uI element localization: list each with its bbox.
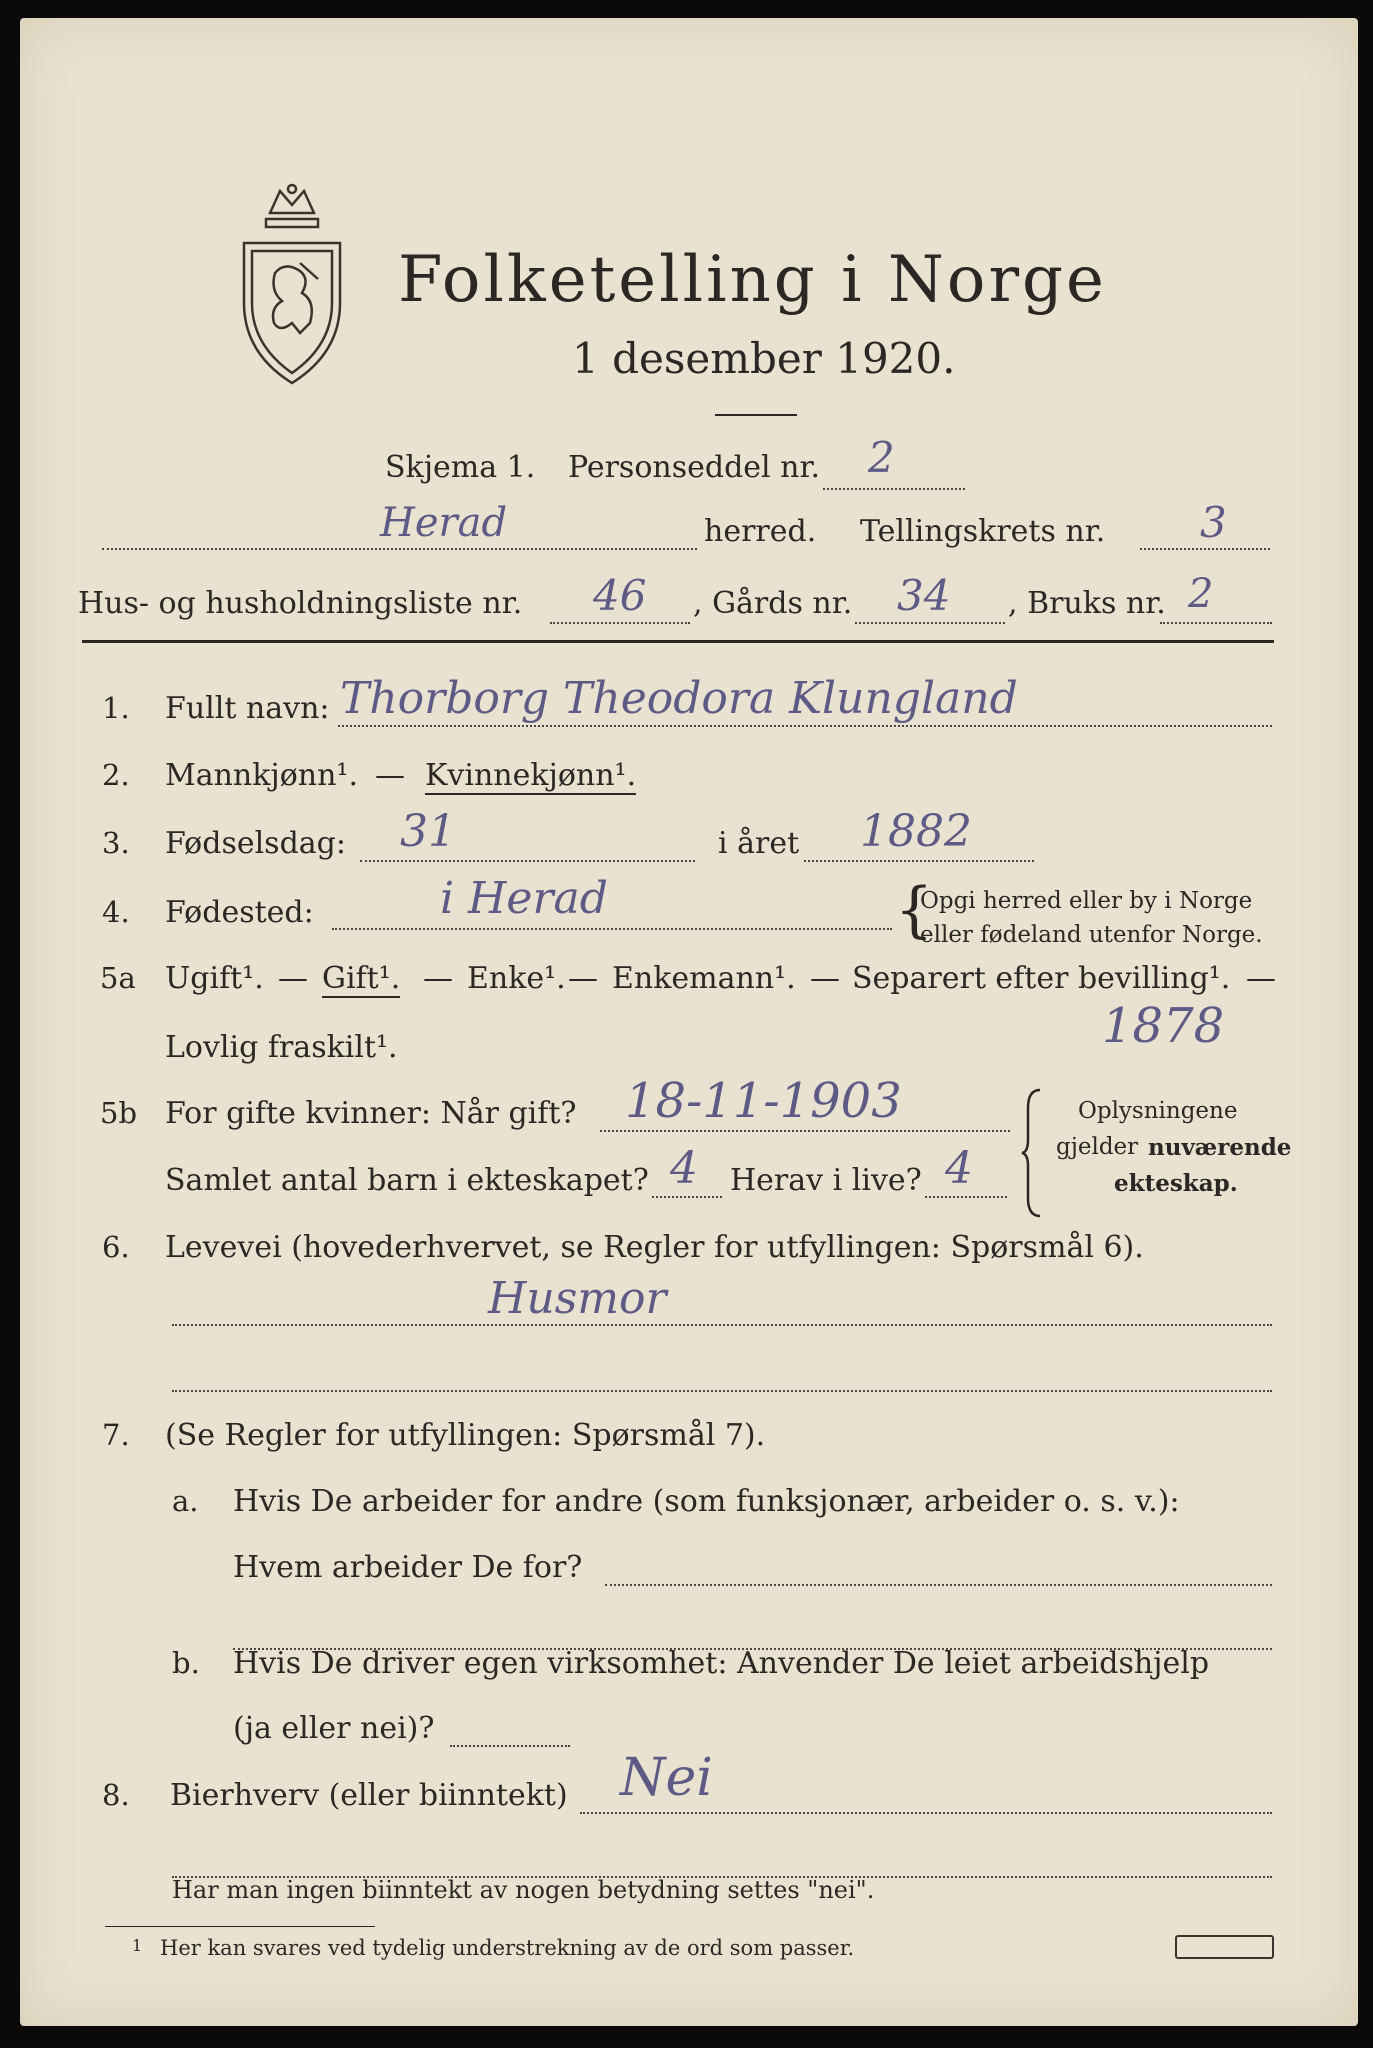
q5b-brace [1020,1088,1044,1218]
herred-line [102,548,697,550]
q4-note-2: eller fødeland utenfor Norge. [920,922,1263,948]
q2-number: 2. [102,758,130,792]
q4-label: Fødested: [165,895,314,930]
q2-kvinne: Kvinnekjønn¹. [425,758,637,793]
q6-value[interactable]: Husmor [488,1273,667,1324]
q7a-line-1 [605,1584,1272,1586]
q2-separator: — [375,758,405,793]
q8-label: Bierhverv (eller biinntekt) [170,1778,568,1813]
printer-stamp [1175,1935,1274,1959]
q5a-number: 5a [100,961,136,995]
herred-label: herred. [704,514,817,549]
q5a-dash-1: — [278,961,308,996]
q5b-value-1[interactable]: 18-11-1903 [625,1073,902,1129]
personseddel-label: Personseddel nr. [568,450,821,485]
bruks-label: , Bruks nr. [1008,586,1166,621]
coat-of-arms-icon [230,183,355,393]
q5a-separert: Separert efter bevilling¹. [852,961,1231,996]
q1-line [338,725,1272,727]
q3-aaret-line [804,860,1034,862]
q8-value[interactable]: Nei [620,1748,713,1808]
q7a-letter: a. [172,1484,199,1518]
q5a-lovlig-fraskilt: Lovlig fraskilt¹. [165,1030,398,1065]
header-divider [82,640,1274,643]
q5b-number: 5b [100,1096,138,1130]
q3-line [360,860,695,862]
q7b-letter: b. [172,1646,200,1680]
bruks-value[interactable]: 2 [1188,571,1214,617]
q5b-note-1: Oplysningene [1078,1098,1238,1124]
q6-line-1 [172,1324,1272,1326]
herred-value[interactable]: Herad [380,500,508,546]
q5b-value-2[interactable]: 4 [670,1143,698,1194]
gards-label: , Gårds nr. [693,586,853,621]
footnote-number: 1 [132,1936,143,1955]
q5b-note-2b: nuværende [1148,1134,1292,1161]
q7b-text: Hvis De driver egen virksomhet: Anvender De leiet arbeidshjelp [233,1646,1210,1681]
q6-number: 6. [102,1230,130,1264]
q3-value[interactable]: 31 [400,806,456,857]
q5a-dash-5: — [1246,961,1276,996]
q4-value[interactable]: i Herad [440,873,608,924]
q5b-line-1 [600,1130,1010,1132]
form-title: Folketelling i Norge [398,243,1107,317]
q8-line-1 [580,1812,1272,1814]
q6-line-2 [172,1390,1272,1392]
tellingskrets-value[interactable]: 3 [1200,498,1227,547]
q8-number: 8. [102,1778,130,1812]
q3-aaret-value[interactable]: 1882 [860,806,972,857]
q5b-label-2: Samlet antal barn i ekteskapet? [165,1163,649,1198]
footer-note: Har man ingen biinntekt av nogen betydning settes "nei". [172,1876,875,1904]
q3-number: 3. [102,826,130,860]
tellingskrets-label: Tellingskrets nr. [860,514,1106,549]
q5a-ugift: Ugift¹. [165,961,264,996]
q5b-line-3 [925,1196,1007,1198]
footnote-text: Her kan svares ved tydelig understrekning av de ord som passer. [160,1936,855,1960]
q5b-label-1: For gifte kvinner: Når gift? [165,1096,577,1131]
q5a-enkemann: Enkemann¹. [612,961,796,996]
footer-divider [105,1926,375,1927]
gards-value[interactable]: 34 [897,571,951,620]
q4-brace: { [895,875,934,945]
q7a-sub: Hvem arbeider De for? [233,1550,583,1585]
form-date: 1 desember 1920. [572,334,956,383]
q1-label: Fullt navn: [165,691,330,726]
q7b-line [450,1745,570,1747]
q3-label: Fødselsdag: [165,826,346,861]
q5b-note-2a: gjelder [1056,1134,1139,1160]
q5a-gift: Gift¹. [322,961,401,996]
q5b-line-2 [652,1196,722,1198]
q1-number: 1. [102,691,130,725]
bruks-line [1160,622,1272,624]
tellingskrets-line [1140,548,1270,550]
q4-note-1: Opgi herred eller by i Norge [920,888,1253,914]
q5a-dash-3: — [568,961,598,996]
hus-line [550,622,690,624]
q5a-margin-note: 1878 [1102,998,1225,1054]
q5a-dash-4: — [810,961,840,996]
q7a-text: Hvis De arbeider for andre (som funksjonær, arbeider o. s. v.): [233,1484,1180,1519]
q7-number: 7. [102,1418,130,1452]
gards-line [855,622,1005,624]
q4-line [332,928,892,930]
personseddel-value[interactable]: 2 [868,433,895,482]
skjema-label: Skjema 1. [385,450,536,485]
q5b-label-3: Herav i live? [730,1163,922,1198]
q3-aaret-label: i året [718,826,800,861]
title-divider [715,414,797,416]
q7b-sub: (ja eller nei)? [233,1711,435,1746]
q5a-dash-2: — [423,961,453,996]
q2-mann: Mannkjønn¹. [165,758,358,793]
census-form-sheet [20,18,1358,2026]
q4-number: 4. [102,895,130,929]
hus-label: Hus- og husholdningsliste nr. [78,586,523,621]
q7-label: (Se Regler for utfyllingen: Spørsmål 7). [165,1418,766,1453]
q5b-note-3: ekteskap. [1114,1170,1238,1197]
q6-label: Levevei (hovederhvervet, se Regler for utfyllingen: Spørsmål 6). [165,1230,1144,1265]
personseddel-line [823,488,965,490]
q5a-enke: Enke¹. [467,961,566,996]
q1-value[interactable]: Thorborg Theodora Klungland [340,673,1018,724]
q5b-value-3[interactable]: 4 [945,1143,973,1194]
hus-value[interactable]: 46 [593,571,647,620]
